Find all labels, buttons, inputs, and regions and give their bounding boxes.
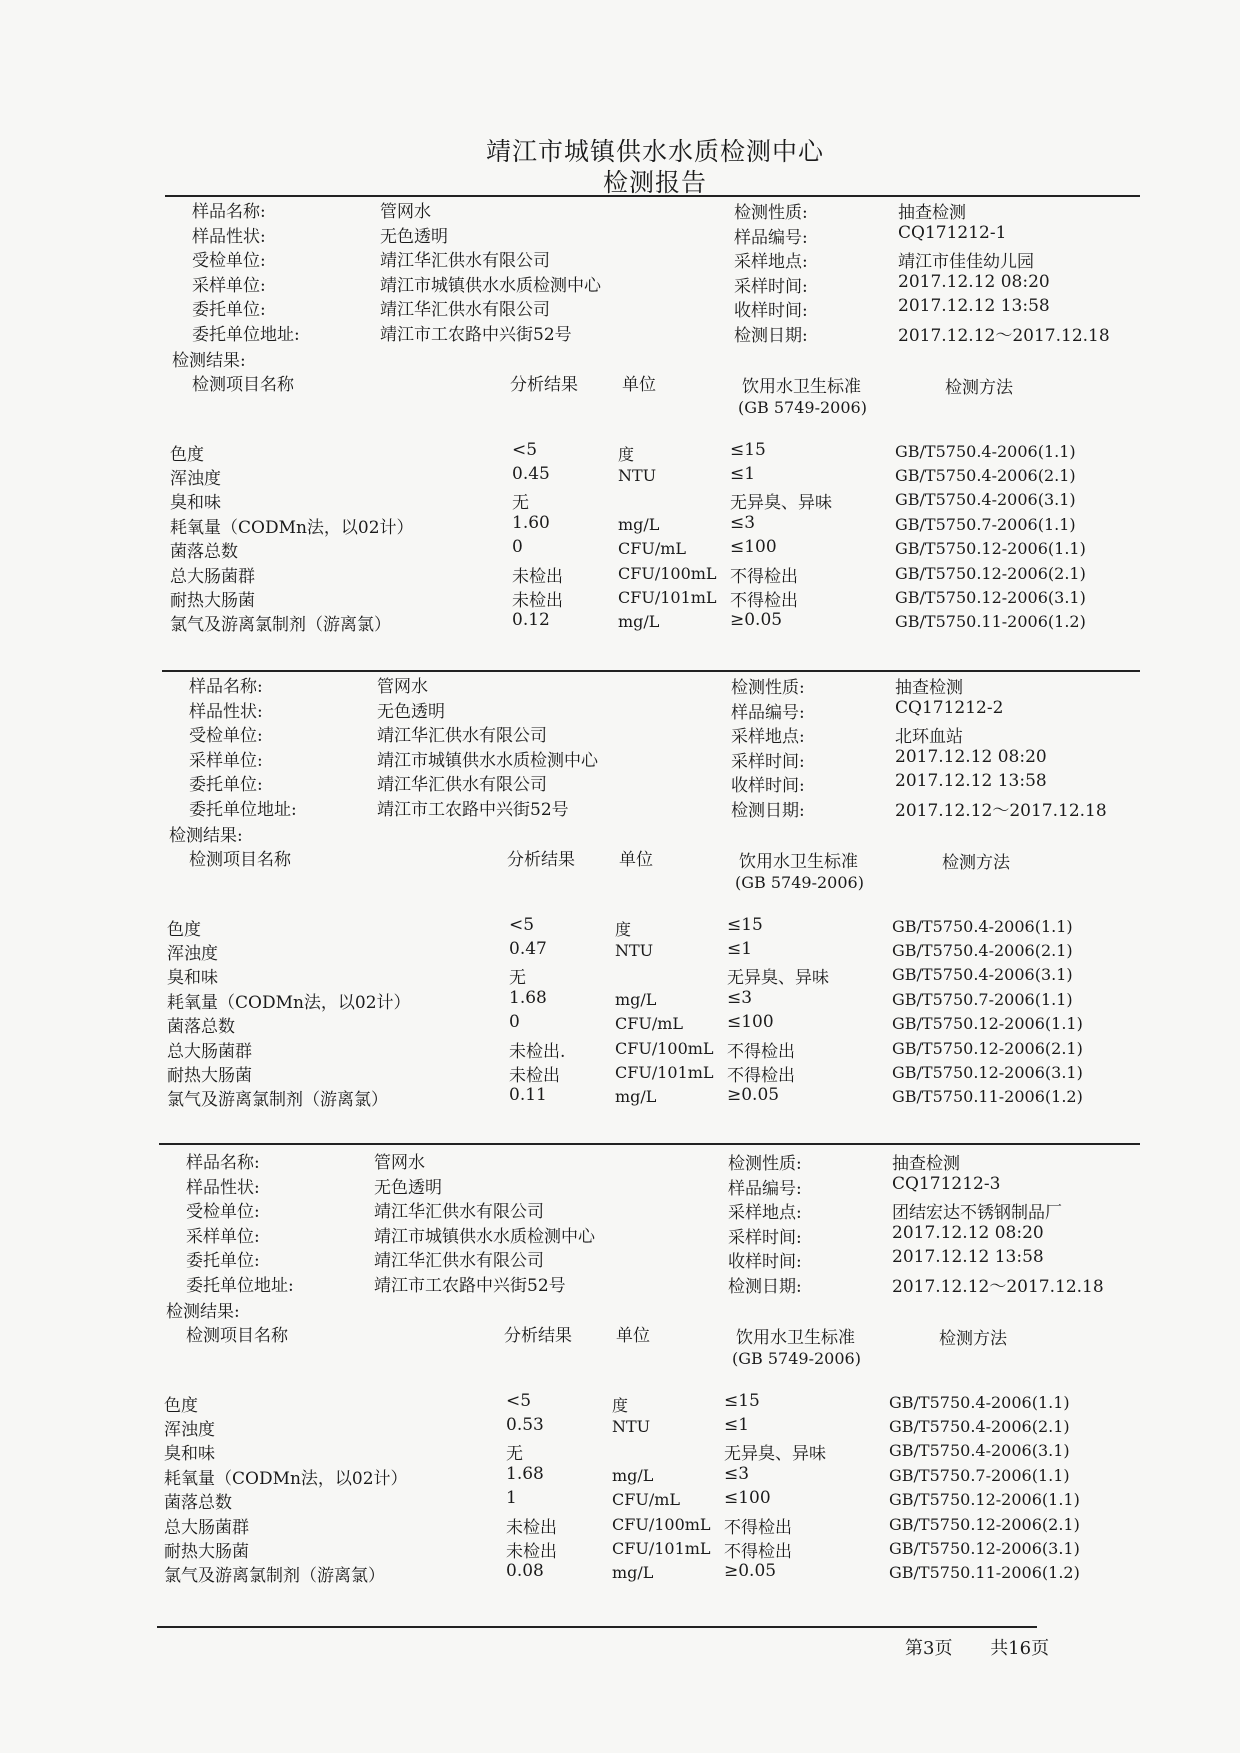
cell-standard: ≤1 <box>727 939 753 959</box>
cell-item: 耗氧量（CODMn法，以02计） <box>170 517 414 538</box>
column-header-unit: 单位 <box>619 849 653 870</box>
cell-standard: ≤3 <box>727 987 753 1008</box>
cell-standard: 不得检出 <box>727 1041 795 1062</box>
info-value: 抽查检测 <box>892 1154 960 1174</box>
cell-method: GB/T5750.7-2006(1.1) <box>889 1465 1070 1485</box>
cell-method: GB/T5750.12-2006(2.1) <box>895 563 1086 583</box>
info-label: 检测日期: <box>731 801 805 821</box>
cell-method: GB/T5750.4-2006(2.1) <box>889 1417 1070 1436</box>
page-footer <box>905 1634 1081 1660</box>
info-value: 靖江华汇供水有限公司 <box>380 300 550 321</box>
cell-result: 未检出 <box>506 1517 557 1538</box>
info-value: 2017.12.12～2017.12.18 <box>898 326 1110 346</box>
column-header-unit: 单位 <box>616 1325 650 1346</box>
cell-unit: NTU <box>612 1417 651 1436</box>
cell-result: 0.45 <box>512 464 550 484</box>
cell-standard: ≤1 <box>724 1415 750 1435</box>
info-label: 样品性状: <box>189 701 263 722</box>
cell-method: GB/T5750.12-2006(1.1) <box>892 1014 1083 1034</box>
cell-standard: ≤15 <box>730 439 766 460</box>
info-label: 检测日期: <box>728 1277 802 1297</box>
info-label: 样品名称: <box>189 677 263 697</box>
info-value: 靖江市城镇供水水质检测中心 <box>374 1226 595 1247</box>
cell-item: 浑浊度 <box>167 944 218 964</box>
cell-item: 菌落总数 <box>164 1493 232 1514</box>
cell-item: 总大肠菌群 <box>170 566 255 587</box>
info-label: 委托单位地址: <box>186 1276 294 1296</box>
cell-method: GB/T5750.12-2006(3.1) <box>889 1539 1080 1558</box>
results-label: 检测结果: <box>169 825 243 846</box>
info-value: 无色透明 <box>377 701 445 722</box>
cell-result: 0.53 <box>506 1415 544 1435</box>
info-label: 采样地点: <box>728 1203 802 1224</box>
info-value: 团结宏达不锈钢制品厂 <box>892 1203 1062 1224</box>
cell-unit: mg/L <box>618 514 660 534</box>
info-value: 管网水 <box>374 1153 425 1173</box>
cell-unit: CFU/mL <box>612 1490 681 1510</box>
cell-unit: mg/L <box>618 612 660 632</box>
cell-unit: CFU/100mL <box>615 1038 714 1058</box>
column-header-standard: 饮用水卫生标准 <box>739 851 858 872</box>
cell-result: 1.68 <box>506 1463 544 1484</box>
info-label: 受检单位: <box>189 726 263 747</box>
info-value: 2017.12.12 08:20 <box>892 1222 1044 1243</box>
results-label: 检测结果: <box>166 1301 240 1322</box>
info-value: 2017.12.12～2017.12.18 <box>892 1277 1104 1297</box>
info-label: 样品编号: <box>734 227 808 248</box>
cell-result: <5 <box>512 439 538 460</box>
cell-unit: 度 <box>615 919 632 939</box>
info-label: 收样时间: <box>734 301 808 322</box>
cell-unit: CFU/100mL <box>618 563 717 583</box>
cell-standard: ≤15 <box>727 914 763 935</box>
cell-unit: CFU/mL <box>615 1014 684 1034</box>
cell-unit: mg/L <box>615 1087 657 1107</box>
cell-item: 耗氧量（CODMn法，以02计） <box>167 992 411 1013</box>
info-value: 靖江市城镇供水水质检测中心 <box>380 275 601 296</box>
cell-result: 无 <box>512 493 529 514</box>
cell-item: 色度 <box>167 919 201 940</box>
cell-item: 氯气及游离氯制剂（游离氯） <box>170 615 391 636</box>
info-value: CQ171212-3 <box>892 1173 1001 1194</box>
info-label: 检测性质: <box>728 1154 802 1174</box>
info-label: 采样单位: <box>192 275 266 296</box>
info-value: 无色透明 <box>380 226 448 247</box>
info-label: 样品编号: <box>731 702 805 723</box>
cell-method: GB/T5750.12-2006(1.1) <box>889 1490 1080 1510</box>
info-label: 采样地点: <box>734 252 808 273</box>
info-value: 靖江市工农路中兴街52号 <box>377 800 569 820</box>
cell-result: 未检出 <box>506 1542 557 1562</box>
results-label: 检测结果: <box>172 350 246 371</box>
column-header-method: 检测方法 <box>945 377 1013 398</box>
page-total: 共16页 <box>990 1638 1050 1659</box>
cell-method: GB/T5750.4-2006(3.1) <box>892 965 1073 985</box>
cell-item: 总大肠菌群 <box>164 1517 249 1538</box>
cell-method: GB/T5750.12-2006(2.1) <box>892 1038 1083 1058</box>
cell-result: 0 <box>509 1012 520 1033</box>
column-header-standard-code: (GB 5749-2006) <box>732 1348 861 1368</box>
info-value: 2017.12.12 08:20 <box>895 746 1047 767</box>
info-label: 采样单位: <box>189 750 263 771</box>
cell-unit: CFU/101mL <box>618 588 717 607</box>
cell-result: 未检出. <box>509 1041 566 1062</box>
cell-method: GB/T5750.7-2006(1.1) <box>892 989 1073 1009</box>
cell-result: 1 <box>506 1488 517 1509</box>
cell-unit: 度 <box>612 1395 629 1415</box>
cell-standard: ≤3 <box>730 512 756 533</box>
info-label: 收样时间: <box>728 1252 802 1273</box>
column-header-method: 检测方法 <box>942 852 1010 873</box>
info-label: 采样单位: <box>186 1226 260 1247</box>
cell-result: 无 <box>506 1444 523 1465</box>
cell-item: 总大肠菌群 <box>167 1041 252 1062</box>
cell-method: GB/T5750.4-2006(1.1) <box>889 1392 1070 1412</box>
cell-item: 菌落总数 <box>170 542 238 563</box>
cell-result: 未检出 <box>512 566 563 587</box>
info-value: 靖江华汇供水有限公司 <box>377 775 547 796</box>
column-header-item: 检测项目名称 <box>192 374 294 395</box>
cell-standard: 不得检出 <box>730 566 798 587</box>
info-value: 靖江市佳佳幼儿园 <box>898 252 1034 273</box>
cell-standard: ≥0.05 <box>727 1085 780 1106</box>
cell-standard: 无异臭、异味 <box>724 1444 826 1465</box>
info-value: 靖江市城镇供水水质检测中心 <box>377 750 598 771</box>
column-header-standard: 饮用水卫生标准 <box>742 376 861 397</box>
info-label: 委托单位: <box>186 1251 260 1272</box>
cell-method: GB/T5750.4-2006(3.1) <box>895 490 1076 510</box>
info-value: 靖江华汇供水有限公司 <box>374 1251 544 1272</box>
info-value: 北环血站 <box>895 727 963 748</box>
cell-standard: 无异臭、异味 <box>730 493 832 514</box>
cell-result: 1.68 <box>509 987 547 1008</box>
cell-standard: ≤100 <box>724 1488 771 1509</box>
cell-standard: ≤100 <box>730 537 777 558</box>
info-label: 检测性质: <box>731 678 805 698</box>
cell-unit: NTU <box>615 941 654 960</box>
cell-standard: ≤1 <box>730 464 756 484</box>
info-value: 管网水 <box>380 202 431 222</box>
cell-item: 臭和味 <box>167 968 218 989</box>
cell-result: 0.12 <box>512 610 550 631</box>
info-label: 样品名称: <box>186 1153 260 1173</box>
info-label: 检测日期: <box>734 326 808 346</box>
column-header-result: 分析结果 <box>504 1325 572 1346</box>
info-value: 2017.12.12～2017.12.18 <box>895 801 1107 821</box>
cell-unit: 度 <box>618 444 635 464</box>
cell-standard: 不得检出 <box>724 1517 792 1538</box>
column-header-item: 检测项目名称 <box>186 1325 288 1346</box>
cell-item: 氯气及游离氯制剂（游离氯） <box>167 1090 388 1111</box>
info-value: 靖江市工农路中兴街52号 <box>380 325 572 345</box>
info-value: 靖江市工农路中兴街52号 <box>374 1276 566 1296</box>
cell-standard: 不得检出 <box>724 1542 792 1562</box>
cell-item: 菌落总数 <box>167 1017 235 1038</box>
cell-standard: 无异臭、异味 <box>727 968 829 989</box>
cell-item: 耐热大肠菌 <box>164 1542 249 1562</box>
column-header-standard-code: (GB 5749-2006) <box>738 397 867 417</box>
cell-result: 0.08 <box>506 1561 544 1582</box>
column-header-unit: 单位 <box>622 374 656 395</box>
cell-method: GB/T5750.4-2006(2.1) <box>895 466 1076 485</box>
document-subtitle: 检测报告 <box>602 168 707 197</box>
cell-method: GB/T5750.11-2006(1.2) <box>895 612 1086 632</box>
cell-unit: CFU/101mL <box>615 1063 714 1082</box>
cell-unit: mg/L <box>615 989 657 1009</box>
cell-item: 耗氧量（CODMn法，以02计） <box>164 1468 408 1489</box>
cell-method: GB/T5750.11-2006(1.2) <box>892 1087 1083 1107</box>
section-divider <box>162 670 1140 672</box>
info-label: 采样时间: <box>728 1227 802 1248</box>
cell-method: GB/T5750.11-2006(1.2) <box>889 1563 1080 1583</box>
info-value: 2017.12.12 13:58 <box>898 296 1050 317</box>
info-value: 抽查检测 <box>895 678 963 698</box>
document-title: 靖江市城镇供水水质检测中心 <box>485 137 824 166</box>
section-divider <box>159 1143 1140 1145</box>
cell-result: 0.11 <box>509 1085 547 1106</box>
info-label: 检测性质: <box>734 203 808 223</box>
cell-standard: ≤3 <box>724 1463 750 1484</box>
cell-method: GB/T5750.12-2006(2.1) <box>889 1514 1080 1534</box>
cell-result: <5 <box>506 1390 532 1411</box>
info-value: 抽查检测 <box>898 203 966 223</box>
info-value: 2017.12.12 08:20 <box>898 271 1050 292</box>
column-header-method: 检测方法 <box>939 1328 1007 1349</box>
cell-method: GB/T5750.12-2006(3.1) <box>892 1063 1083 1082</box>
cell-standard: ≤15 <box>724 1390 760 1411</box>
cell-result: 1.60 <box>512 512 550 533</box>
cell-standard: 不得检出 <box>730 591 798 611</box>
cell-unit: CFU/101mL <box>612 1539 711 1558</box>
cell-item: 浑浊度 <box>170 469 221 489</box>
info-value: 靖江华汇供水有限公司 <box>374 1202 544 1223</box>
cell-item: 色度 <box>164 1395 198 1416</box>
info-label: 委托单位: <box>192 300 266 321</box>
section-divider <box>165 195 1140 197</box>
info-value: 无色透明 <box>374 1177 442 1198</box>
info-value: CQ171212-1 <box>898 222 1007 243</box>
column-header-standard: 饮用水卫生标准 <box>736 1327 855 1348</box>
info-label: 委托单位地址: <box>192 325 300 345</box>
cell-method: GB/T5750.4-2006(3.1) <box>889 1441 1070 1461</box>
cell-method: GB/T5750.12-2006(3.1) <box>895 588 1086 607</box>
cell-result: <5 <box>509 914 535 935</box>
info-label: 采样时间: <box>731 751 805 772</box>
info-value: 2017.12.12 13:58 <box>892 1247 1044 1268</box>
cell-method: GB/T5750.4-2006(1.1) <box>895 441 1076 461</box>
cell-result: 无 <box>509 968 526 989</box>
cell-method: GB/T5750.4-2006(2.1) <box>892 941 1073 960</box>
cell-standard: 不得检出 <box>727 1066 795 1086</box>
cell-result: 0.47 <box>509 939 547 959</box>
info-value: 靖江华汇供水有限公司 <box>380 251 550 272</box>
cell-result: 未检出 <box>509 1066 560 1086</box>
info-label: 受检单位: <box>192 251 266 272</box>
cell-item: 色度 <box>170 444 204 465</box>
cell-standard: ≤100 <box>727 1012 774 1033</box>
cell-standard: ≥0.05 <box>724 1561 777 1582</box>
cell-item: 浑浊度 <box>164 1420 215 1440</box>
cell-result: 0 <box>512 537 523 558</box>
info-label: 收样时间: <box>731 776 805 797</box>
cell-item: 氯气及游离氯制剂（游离氯） <box>164 1566 385 1587</box>
cell-result: 未检出 <box>512 591 563 611</box>
info-label: 样品性状: <box>192 226 266 247</box>
info-label: 样品名称: <box>192 202 266 222</box>
cell-item: 臭和味 <box>164 1444 215 1465</box>
cell-standard: ≥0.05 <box>730 610 783 631</box>
info-label: 采样地点: <box>731 727 805 748</box>
cell-item: 耐热大肠菌 <box>167 1066 252 1086</box>
cell-method: GB/T5750.7-2006(1.1) <box>895 514 1076 534</box>
cell-item: 耐热大肠菌 <box>170 591 255 611</box>
info-value: 靖江华汇供水有限公司 <box>377 726 547 747</box>
cell-unit: mg/L <box>612 1465 654 1485</box>
column-header-standard-code: (GB 5749-2006) <box>735 872 864 892</box>
info-label: 样品编号: <box>728 1178 802 1199</box>
info-label: 受检单位: <box>186 1202 260 1223</box>
info-value: CQ171212-2 <box>895 697 1004 718</box>
info-label: 样品性状: <box>186 1177 260 1198</box>
cell-method: GB/T5750.4-2006(1.1) <box>892 916 1073 936</box>
info-label: 采样时间: <box>734 276 808 297</box>
cell-unit: CFU/100mL <box>612 1514 711 1534</box>
column-header-result: 分析结果 <box>507 849 575 870</box>
cell-method: GB/T5750.12-2006(1.1) <box>895 539 1086 559</box>
info-label: 委托单位地址: <box>189 800 297 820</box>
info-value: 2017.12.12 13:58 <box>895 771 1047 792</box>
cell-unit: mg/L <box>612 1563 654 1583</box>
column-header-item: 检测项目名称 <box>189 849 291 870</box>
cell-item: 臭和味 <box>170 493 221 514</box>
cell-unit: CFU/mL <box>618 539 687 559</box>
column-header-result: 分析结果 <box>510 374 578 395</box>
info-value: 管网水 <box>377 677 428 697</box>
page-number: 第3页 <box>905 1638 953 1659</box>
footer-divider <box>157 1626 1037 1628</box>
cell-unit: NTU <box>618 466 657 485</box>
info-label: 委托单位: <box>189 775 263 796</box>
